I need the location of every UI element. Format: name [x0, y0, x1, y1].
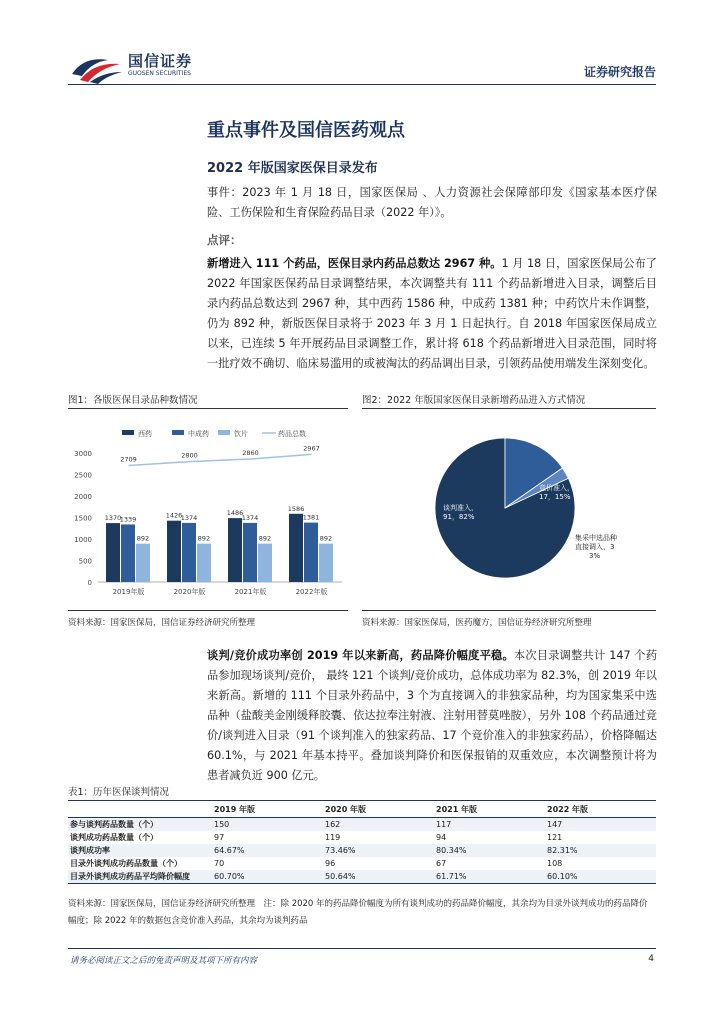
- logo-chinese-name: 国信证券: [128, 52, 193, 70]
- paragraph-new-drugs: [207, 254, 657, 374]
- table-cell: 96: [325, 859, 336, 868]
- x-tick-label: 2020年版: [173, 588, 206, 596]
- x-tick-label: 2022年版: [295, 588, 328, 596]
- legend-swatch: [218, 430, 230, 435]
- negotiation-history-table-wrap: [68, 800, 656, 884]
- figure2-bottom-line: [362, 610, 656, 611]
- bar-value-label: 1586: [287, 504, 305, 513]
- table-cell: 119: [325, 833, 341, 842]
- table-cell: 50.64%: [325, 872, 356, 881]
- bar-value-label: 892: [258, 534, 272, 543]
- line-value-label: 2709: [120, 455, 137, 464]
- legend-label: 饮片: [234, 430, 248, 438]
- bar-饮片: [319, 544, 333, 582]
- line-value-label: 2800: [181, 451, 198, 460]
- y-tick-label: 2500: [74, 471, 92, 480]
- pie-label: 集采中选品种直接调入，3 3%: [575, 534, 617, 560]
- bar-value-label: 892: [319, 534, 333, 543]
- figure2-caption: 图2：2022 年版国家医保目录新增药品进入方式情况: [362, 395, 586, 406]
- bar-西药: [228, 518, 242, 582]
- bar-value-label: 1370: [104, 514, 122, 523]
- bar-value-label: 1374: [180, 513, 198, 522]
- legend-label: 药品总数: [278, 430, 306, 438]
- paragraph-new-drugs-body: 1 月 18 日，国家医保局公布了 2022 年国家医保药品目录调整结果，本次调整共有 111 个药品新增进入目录，调整后目录内药品总数达到 2967 种，其中西药 1586 种，中成药 1381 种；中药饮片未作调整，仍为 892 种，新版医保目录将于 2023 年 3 月 1 日起执行。自 2018 年国家医保局成立以来，已连续 5 年开展药品目录调整工作，累计将 618 个药品新增进入目录范围，同时将一批疗效不确切、临床易滥用的或被淘汰的药品调出目录，引领药品使用端发生深刻变化。: [207, 257, 657, 370]
- section-title: 重点事件及国信医药观点: [207, 120, 405, 141]
- table-row: [68, 831, 656, 844]
- table-cell: 参与谈判药品数量（个）: [70, 820, 158, 829]
- pie-label: 竞价准入， 17，15%: [539, 484, 574, 501]
- drug-count-bar-chart: [66, 425, 348, 605]
- paragraph-negotiation: [207, 646, 657, 786]
- guosen-logo: [70, 50, 210, 86]
- table-cell: 121: [547, 833, 563, 842]
- table-header-cell: 2019 年版: [212, 801, 323, 818]
- table-header-cell: 2020 年版: [323, 801, 434, 818]
- x-tick-label: 2019年版: [112, 588, 145, 596]
- legend-swatch: [172, 430, 184, 435]
- table-cell: 82.31%: [547, 846, 578, 855]
- bar-饮片: [258, 544, 272, 582]
- legend-swatch: [122, 430, 134, 435]
- bar-value-label: 1381: [302, 513, 320, 522]
- table-cell: 162: [325, 820, 341, 829]
- document-type: 证券研究报告: [583, 65, 656, 79]
- figure1-caption-line: [68, 408, 348, 409]
- y-tick-label: 1000: [74, 536, 92, 544]
- page-number: 4: [648, 954, 654, 964]
- bar-西药: [167, 521, 181, 582]
- paragraph-negotiation-lead: 谈判/竞价成功率创 2019 年以来新高，药品降价幅度平稳。: [207, 649, 514, 662]
- bar-value-label: 892: [136, 534, 150, 543]
- table-cell: 117: [436, 820, 452, 829]
- table-cell: 73.46%: [325, 846, 356, 855]
- table-cell: 谈判成功率: [70, 846, 110, 855]
- bar-value-label: 1339: [119, 515, 137, 524]
- table-header-row: [68, 801, 656, 818]
- table1-caption: 表1：历年医保谈判情况: [68, 787, 170, 798]
- bar-西药: [289, 514, 303, 582]
- table1-source: 资料来源：国家医保局，国信证券经济研究所整理 注：除 2020 年的药品降价幅度为所有谈判成功的药品降价幅度，其余均为目录外谈判成功的药品降价幅度；除 2022 年的数据包含竞价准入药品，其余均为谈判药品: [68, 899, 648, 926]
- header-divider: [68, 84, 656, 85]
- table-row: [68, 870, 656, 884]
- table-cell: 147: [547, 820, 563, 829]
- figure1-source: 资料来源：国家医保局，国信证券经济研究所整理: [68, 618, 256, 628]
- table-cell: 64.67%: [214, 846, 245, 855]
- y-tick-label: 0: [87, 579, 92, 587]
- table-cell: 67: [436, 859, 447, 868]
- bar-value-label: 1426: [165, 511, 183, 520]
- figure2-caption-line: [362, 408, 656, 409]
- y-tick-label: 2000: [74, 493, 92, 501]
- table-row: [68, 844, 656, 857]
- table-cell: 目录外谈判成功药品数量（个）: [70, 859, 182, 868]
- footer-divider: [68, 948, 656, 949]
- logo-english-name: GUOSEN SECURITIES: [128, 70, 191, 77]
- figure2-source: 资料来源：国家医保局，医药魔方，国信证券经济研究所整理: [362, 618, 592, 628]
- sub-title: 2022 年版国家医保目录发布: [207, 161, 378, 176]
- table-header-cell: 2022 年版: [545, 801, 656, 818]
- table-cell: 目录外谈判成功药品平均降价幅度: [70, 872, 190, 881]
- y-tick-label: 3000: [74, 450, 92, 458]
- bar-value-label: 892: [197, 534, 211, 543]
- legend-label: 西药: [138, 430, 152, 438]
- bar-中成药: [121, 524, 135, 582]
- figure1-bottom-line: [68, 610, 348, 611]
- negotiation-history-table: [68, 800, 656, 884]
- entry-method-pie-chart: [420, 418, 617, 608]
- table-cell: 108: [547, 859, 563, 868]
- table-row: [68, 818, 656, 832]
- figure1-caption: 图1：各版医保目录品种数情况: [68, 395, 198, 406]
- bar-中成药: [243, 523, 257, 582]
- bar-中成药: [304, 523, 318, 582]
- paragraph-new-drugs-lead: 新增进入 111 个药品，医保目录内药品总数达 2967 种。: [207, 257, 502, 270]
- table-cell: 94: [436, 833, 447, 842]
- table-cell: 60.70%: [214, 872, 245, 881]
- table-cell: 80.34%: [436, 846, 467, 855]
- legend-label: 中成药: [188, 430, 209, 438]
- bar-value-label: 1374: [241, 513, 259, 522]
- table-cell: 61.71%: [436, 872, 467, 881]
- table-cell: 60.10%: [547, 872, 578, 881]
- pie-label: 谈判准入， 91，82%: [443, 504, 478, 521]
- x-tick-label: 2021年版: [234, 588, 267, 596]
- y-tick-label: 500: [78, 557, 92, 566]
- bar-饮片: [197, 544, 211, 582]
- table-cell: 97: [214, 833, 225, 842]
- table-header-cell: 2021 年版: [434, 801, 545, 818]
- bar-中成药: [182, 523, 196, 582]
- event-paragraph: 事件：2023 年 1 月 18 日，国家医保局 、人力资源社会保障部印发《国家基本医疗保险、工伤保险和生育保险药品目录（2022 年）》。: [207, 186, 657, 219]
- bar-西药: [106, 523, 120, 582]
- review-label: 点评：: [207, 233, 242, 247]
- table-header-cell: [68, 801, 212, 818]
- guosen-logo-icon: [70, 52, 124, 84]
- bar-value-label: 1486: [226, 509, 244, 518]
- disclaimer-note: 请务必阅读正文之后的免责声明及其项下所有内容: [70, 956, 258, 966]
- line-value-label: 2967: [303, 444, 320, 453]
- y-tick-label: 1500: [74, 514, 92, 523]
- table-cell: 150: [214, 820, 230, 829]
- table-cell: 谈判成功药品数量（个）: [70, 833, 158, 842]
- paragraph-negotiation-body: 本次目录调整共计 147 个药品参加现场谈判/竞价， 最终 121 个谈判/竞价成功，总体成功率为 82.3%，创 2019 年以来新高。新增的 111 个目录外药品中，3 个为直接调入的非独家品种，均为国家集采中选品种（盐酸美金刚缓释胶囊、依达拉奉注射液、注射用替莫唑胺），另外 108 个药品通过竞价/谈判进入目录（91 个谈判准入的独家药品、17 个竞价准入的非独家药品），价格降幅达 60.1%，与 2021 年基本持平。叠加谈判降价和医保报销的双重效应，本次调整预计将为患者减负近 900 亿元。: [207, 649, 658, 782]
- line-value-label: 2860: [242, 449, 259, 458]
- table-cell: 70: [214, 859, 225, 868]
- bar-饮片: [136, 544, 150, 582]
- table-row: [68, 857, 656, 870]
